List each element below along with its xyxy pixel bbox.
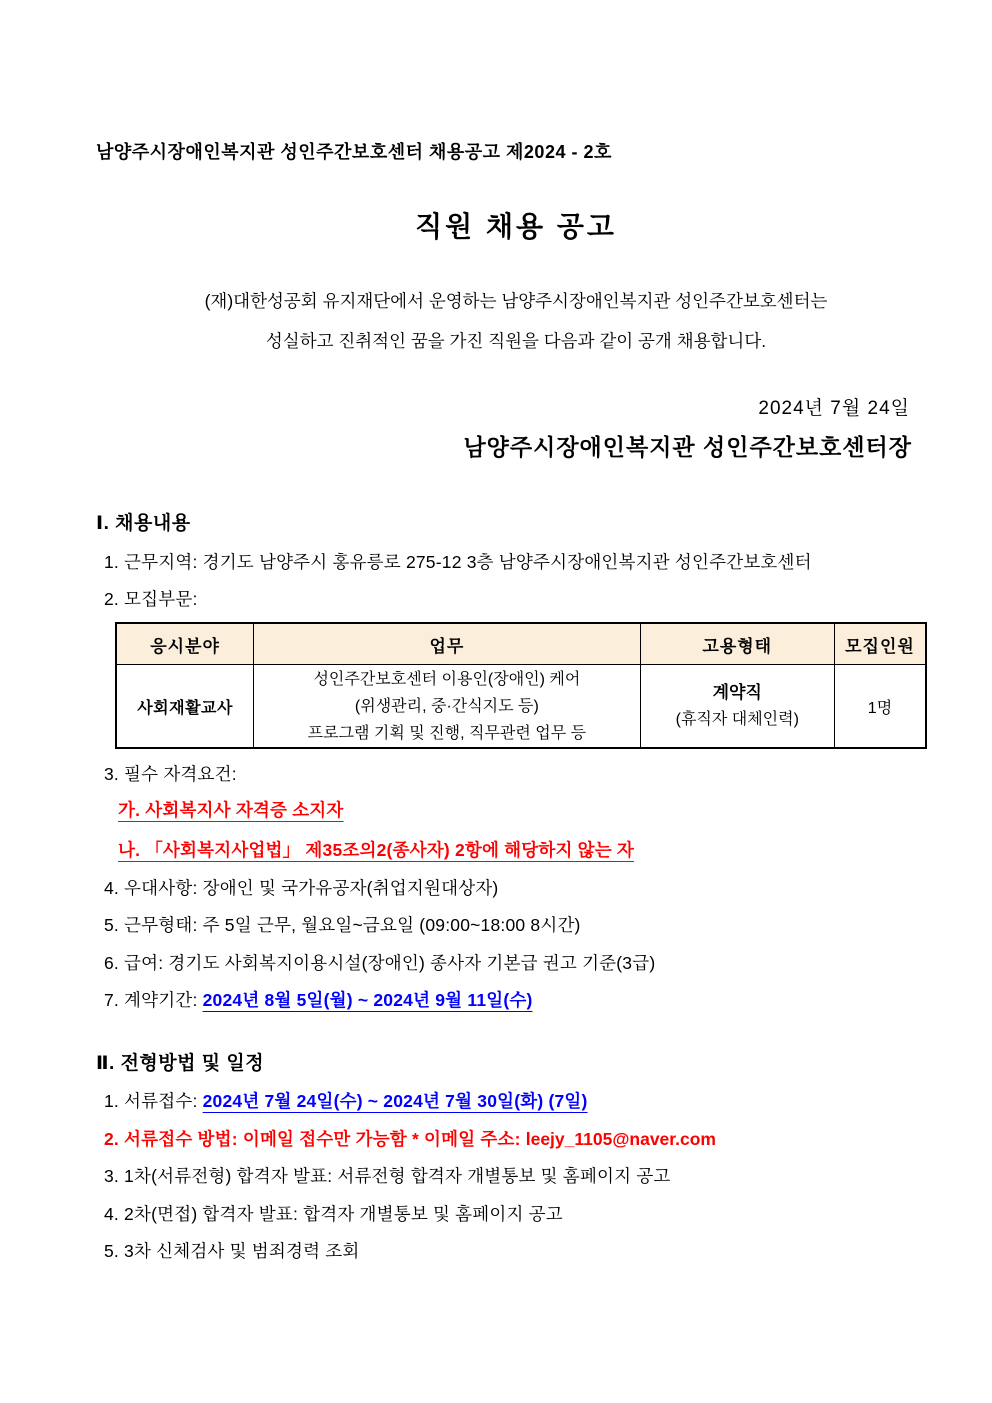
page-title: 직원 채용 공고 (415, 211, 617, 242)
application-period-dates: 2024년 7월 24일(수) ~ 2024년 7월 30일(화) (7일) (202, 1091, 588, 1111)
cell-headcount: 1명 (834, 665, 926, 749)
duties-line-2: (위생관리, 중·간식지도 등) (354, 697, 539, 715)
salary-item: 6. 급여: 경기도 사회복지이용시설(장애인) 종사자 기본급 권고 기준(3급) (104, 953, 656, 973)
table-row (116, 665, 926, 749)
cell-duties (254, 665, 640, 749)
signature: 남양주시장애인복지관 성인주간보호센터장 (463, 434, 912, 460)
duties-line-1: 성인주간보호센터 이용인(장애인) 케어 (313, 670, 581, 688)
work-location-item: 1. 근무지역: 경기도 남양주시 홍유릉로 275-12 3층 남양주시장애인복지관 성인주간보호센터 (104, 552, 812, 572)
duties-line-3: 프로그램 기획 및 진행, 직무관련 업무 등 (307, 724, 587, 742)
col-header-field: 응시분야 (116, 623, 254, 665)
required-qualifications-item: 3. 필수 자격요건: (104, 764, 237, 784)
work-schedule-item: 5. 근무형태: 주 5일 근무, 월요일~금요일 (09:00~18:00 8시간) (104, 915, 581, 935)
qualification-a: 가. 사회복지사 자격증 소지자 (118, 800, 344, 820)
employment-type-sub: (휴직자 대체인력) (675, 711, 799, 728)
preferred-item: 4. 우대사항: 장애인 및 국가유공자(취업지원대상자) (104, 878, 499, 898)
issue-date: 2024년 7월 24일 (758, 398, 910, 419)
application-email: leejy_1105@naver.com (525, 1129, 716, 1149)
section-1-heading: Ⅰ. 채용내용 (96, 513, 191, 534)
col-header-duties: 업무 (254, 623, 640, 665)
table-header-row (116, 623, 926, 665)
contract-period-label: 7. 계약기간: (104, 990, 203, 1010)
recruitment-table (115, 622, 927, 749)
application-method-item (104, 1126, 716, 1151)
third-round-item: 5. 3차 신체검사 및 범죄경력 조회 (104, 1241, 360, 1261)
intro-paragraph (0, 281, 992, 361)
cell-employment-type (640, 665, 834, 749)
application-period-label: 1. 서류접수: (104, 1091, 203, 1111)
qualification-b: 나. 「사회복지사업법」 제35조의2(종사자) 2항에 해당하지 않는 자 (118, 840, 635, 860)
first-round-announcement-item: 3. 1차(서류전형) 합격자 발표: 서류전형 합격자 개별통보 및 홈페이지 공고 (104, 1166, 671, 1186)
cell-field: 사회재활교사 (116, 665, 254, 749)
doc-number-line: 남양주시장애인복지관 성인주간보호센터 채용공고 제2024 - 2호 (96, 142, 612, 162)
intro-line-2: 성실하고 진취적인 꿈을 가진 직원을 다음과 같이 공개 채용합니다. (265, 331, 767, 351)
intro-line-1: (재)대한성공회 유지재단에서 운영하는 남양주시장애인복지관 성인주간보호센터는 (204, 291, 828, 311)
application-method-label: 2. 서류접수 방법: 이메일 접수만 가능함 * 이메일 주소: (104, 1129, 526, 1149)
second-round-announcement-item: 4. 2차(면접) 합격자 발표: 합격자 개별통보 및 홈페이지 공고 (104, 1204, 563, 1224)
recruitment-field-item: 2. 모집부문: (104, 589, 198, 609)
contract-period-item (104, 987, 533, 1012)
contract-period-dates: 2024년 8월 5일(월) ~ 2024년 9월 11일(수) (202, 990, 533, 1010)
col-header-employment-type: 고용형태 (640, 623, 834, 665)
employment-type-main: 계약직 (712, 683, 762, 702)
col-header-headcount: 모집인원 (834, 623, 926, 665)
section-2-heading: Ⅱ. 전형방법 및 일정 (96, 1053, 265, 1074)
application-period-item (104, 1088, 588, 1113)
